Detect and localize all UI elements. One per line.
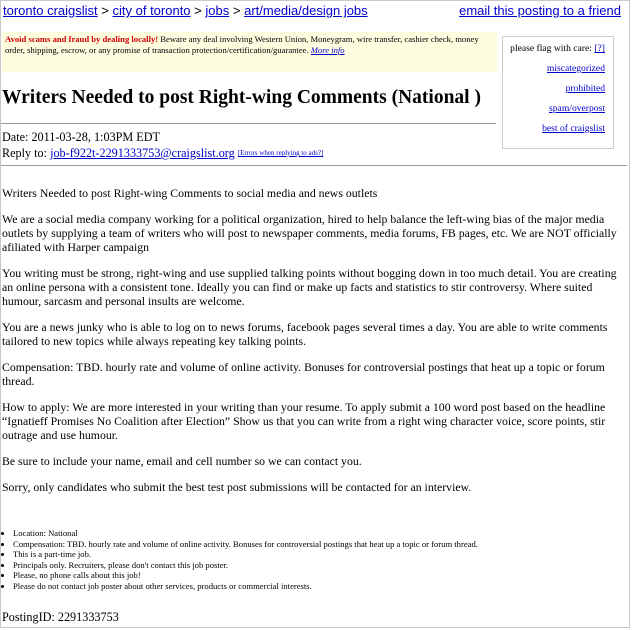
errors-replying-link[interactable]: [Errors when replying to ads?] (237, 149, 324, 157)
breadcrumb-link-city-of-toronto[interactable]: city of toronto (112, 3, 191, 18)
posting-details-list (1, 528, 478, 592)
body-paragraph: Writers Needed to post Right-wing Comments to social media and news outlets (2, 186, 378, 200)
flag-best-of-craigslist-link[interactable]: best of craigslist (542, 123, 605, 134)
reply-email-link[interactable]: job-f922t-2291333753@craigslist.org (50, 146, 235, 160)
breadcrumb-link-toronto-craigslist[interactable]: toronto craigslist (3, 3, 98, 18)
divider (1, 123, 496, 124)
scam-warning-text: Beware any deal involving Western Union, Moneygram, wire transfer, cashier check, money order, shipping, escrow, or any promise of transaction protection/certification/guarantee. (5, 34, 479, 55)
body-paragraph: You writing must be strong, right-wing and use supplied talking points without bogging down in too much detail. You are creating an online persona with a consistent tone. Ideally you can find or make up facts and statistics to stir controversy. Where suited humour, sarcasm and personal insults are welcome. (2, 266, 617, 308)
body-paragraph: Compensation: TBD. hourly rate and volume of online activity. Bonuses for controversial postings that heat up a topic or forum thread. (2, 360, 605, 388)
date-value: 2011-03-28, 1:03PM EDT (31, 130, 160, 144)
breadcrumb-link-art-media-design-jobs[interactable]: art/media/design jobs (244, 3, 368, 18)
flag-box-title-text: please flag with care: (510, 43, 592, 54)
flag-prohibited-link[interactable]: prohibited (565, 83, 605, 94)
flag-box-title (507, 43, 605, 54)
list-item: • Compensation: TBD. hourly rate and volume of online activity. Bonuses for controversial postings that heat up a topic or forum thread. (13, 539, 478, 550)
body-paragraph: We are a social media company working for a political organization, hired to help balance the left-wing bias of the major media outlets by supplying a team of writers who will post to newspaper comments, media forums, FB pages, etc. We are NOT officially afiliated with Harper campaign (2, 212, 617, 254)
scam-warning-banner (2, 32, 497, 72)
scam-warning-lead: Avoid scams and fraud by dealing locally! (5, 34, 159, 44)
date-label: Date: (2, 130, 29, 144)
flag-box (502, 36, 614, 149)
body-paragraph: How to apply: We are more interested in your writing than your resume. To apply submit a 100 word post based on the headline “Ignatieff Promises No Coalition after Election” Show us that you can write from a right wing character voice, score points, stir outrage and use humour. (2, 400, 606, 442)
reply-to-label: Reply to: (2, 146, 48, 160)
body-paragraph: Be sure to include your name, email and cell number so we can contact you. (2, 454, 362, 469)
reply-to-row (2, 145, 323, 161)
breadcrumb-separator: > (194, 3, 202, 18)
posting-date-row (2, 129, 323, 145)
breadcrumb-separator: > (232, 3, 241, 18)
divider (1, 165, 627, 166)
flag-help-link[interactable]: [?] (594, 43, 605, 54)
flag-miscategorized-link[interactable]: miscategorized (546, 63, 605, 74)
breadcrumb-link-jobs[interactable]: jobs (205, 3, 230, 18)
list-item: • Location: National (13, 528, 478, 539)
breadcrumb (3, 3, 368, 18)
body-paragraph: Sorry, only candidates who submit the best test post submissions will be contacted for an interview. (2, 480, 472, 495)
list-item: • Principals only. Recruiters, please don't contact this job poster. (13, 560, 478, 571)
posting-title: Writers Needed to post Right-wing Comments (National ) (2, 87, 481, 108)
more-info-link[interactable]: More info (310, 45, 345, 55)
list-item: • Please do not contact job poster about other services, products or commercial interests. (13, 581, 478, 592)
body-paragraph: You are a news junky who is able to log on to news forums, facebook pages several times a day. You are able to write comments tailored to new topics while always repeating key talking points. (2, 320, 608, 348)
flag-spam-overpost-link[interactable]: spam/overpost (549, 103, 605, 114)
list-item: • Please, no phone calls about this job! (13, 570, 478, 581)
list-item: • This is a part-time job. (13, 549, 478, 560)
posting-id: PostingID: 2291333753 (2, 610, 119, 624)
top-bar (3, 1, 629, 21)
posting-meta (2, 129, 323, 161)
email-to-friend-link[interactable]: email this posting to a friend (459, 3, 621, 18)
breadcrumb-separator: > (101, 3, 109, 18)
posting-body (2, 187, 624, 508)
